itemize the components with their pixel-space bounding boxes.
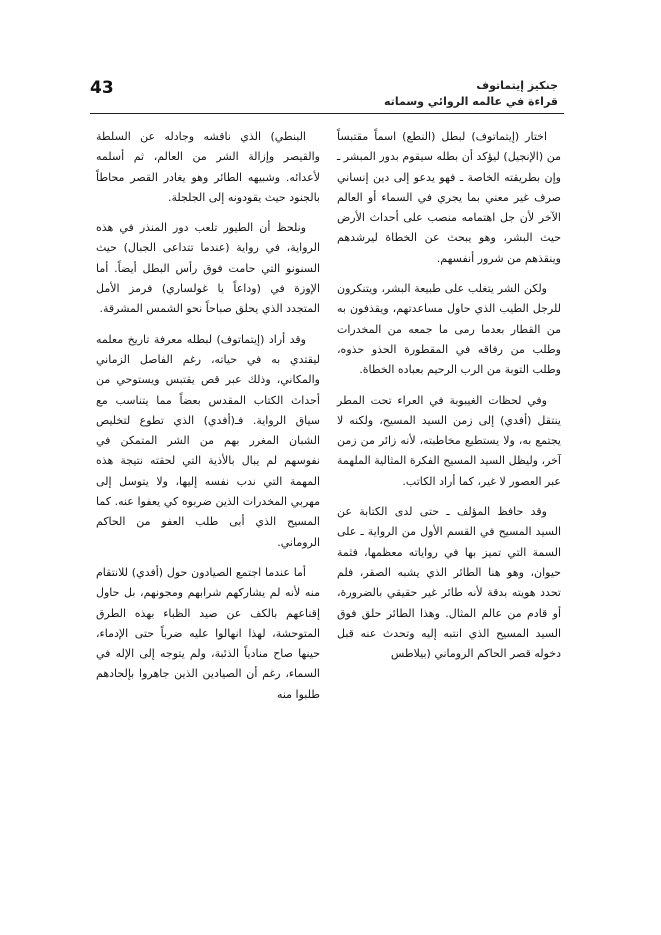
paragraph: البنطي) الذي ناقشه وجادله عن السلطة والقيصر وإزالة الشر من العالم، ثم أسلمه لأعدائه. وشبيهه الطائر وهو يغادر القصر محاطاً بالجنود حيث يقودونه إلى الجلجلة. <box>96 130 320 204</box>
running-title-author: جنكيز إيتماتوف <box>476 79 558 92</box>
running-title <box>384 78 558 110</box>
running-title-subtitle: قراءة في عالمه الروائي وسماته <box>384 95 558 108</box>
paragraph: اختار (إيتماتوف) لبطل (النطع) اسماً مقتبساً من (الإنجيل) ليؤكد أن بطله سيقوم بدور المبشر ـ وإن بطريقته الخاصة ـ فهو يدعو إلى دين إنساني صرف غير معني بما يجري في السماء أو العالم الآخر لأن جل اهتمامه منصب على أحداث الأرض حيث البشر، وهو يبحث عن الخطاة ليرشدهم وينقذهم من شرور أنفسهم. <box>337 130 561 265</box>
page-number: 43 <box>90 78 114 98</box>
left-text-column <box>96 125 320 715</box>
header-divider <box>90 113 564 114</box>
paragraph: وقد حافظ المؤلف ـ حتى لدى الكتابة عن السيد المسيح في القسم الأول من الرواية ـ على السمة التي تميز بها في رواياته معظمها، فثمة حيوان، وهو هنا الطائر الذي يشبه الصقر، فلم تحدد هويته بدقة لأنه طائر غير حقيقي بالضرورة، أو قادم من عالم المثال. وهذا الطائر حلق فوق السيد المسيح الذي انتبه إليه وتحدث عنه قبل دخوله قصر الحاكم الروماني (بيلاطس <box>337 505 561 661</box>
page-header <box>90 76 564 114</box>
paragraph: ولكن الشر يتغلب على طبيعة البشر، ويتنكرون للرجل الطيب الذي حاول مساعدتهم، ويقذفون به من القطار بعدما رمى ما جمعه من المخدرات وطلب من رفاقه في المقطورة الحذو حذوه، وطلب التوبة من الرب الرحيم بعباده الخطاة. <box>337 282 561 377</box>
paragraph: ونلحظ أن الطيور تلعب دور المنذر في هذه الرواية، في رواية (عندما تتداعى الجبال) حيث السنونو التي حامت فوق رأس البطل أيضاً. أما الإوزة في (وداعاً يا غولساري) فرمز الأمل المتجدد الذي يحلق صباحاً نحو الشمس المشرقة. <box>96 221 320 316</box>
paragraph: أما عندما اجتمع الصيادون حول (أفدي) للانتقام منه لأنه لم يشاركهم شرابهم ومجونهم، بل حاول إقناعهم بالكف عن صيد الظباء بهذه الطرق المتوحشة، لهذا انهالوا عليه ضرباً حتى الإدماء، حينها صاح منادياً الذئبة، ولم يتوجه إلى الإله في السماء، رغم أن الصيادين الذين جاهروا بإلحادهم طلبوا منه <box>96 565 320 701</box>
paragraph: وقد أراد (إيتماتوف) لبطله معرفة تاريخ معلمه ليقتدي به في حياته، رغم الفاصل الزماني والمكاني، وذلك عبر قص يقتبس ويستوحي من أحداث الكتاب المقدس بعضاً مما يتناسب مع سياق الرواية. فـ(أفدي) الذي تطوع لتخليص الشبان المغرر بهم من الشر المتمكن في نفوسهم لم يبال بالأذية التي لحقته نتيجة هذه المهمة التي ندب نفسه إليها، ولا يتوسل إلى مهربي المخدرات الذين ضربوه كي يعفوا عنه. كما المسيح الذي أبى طلب العفو من الحاكم الروماني. <box>96 332 320 549</box>
paragraph: وفي لحظات الغيبوبة في العراء تحت المطر ينتقل (أفدي) إلى زمن السيد المسيح، ولكنه لا يجتمع به، ولا يستطيع مخاطبته، لأنه زائر من زمن آخر، وليظل السيد المسيح الفكرة المثالية الملهمة عبر العصور لا غير، كما أراد الكاتب. <box>337 393 561 488</box>
right-text-column <box>337 125 561 674</box>
